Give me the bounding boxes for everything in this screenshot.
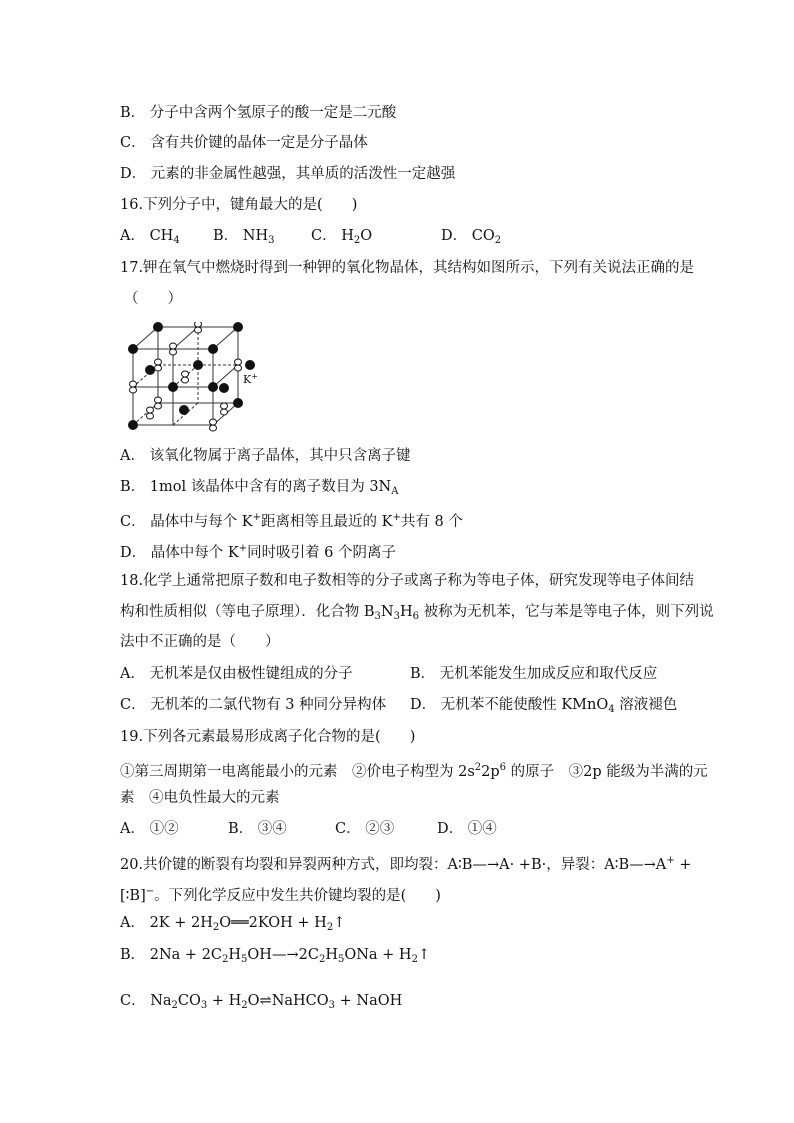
q20-stem-line1: 20.共价键的断裂有均裂和异裂两种方式，即均裂：A∶B—→A· +B·，异裂：A∶B—→A+ + xyxy=(120,855,692,873)
q17-option-b: B． 1mol 该晶体中含有的离子数目为 $3N_A$ xyxy=(120,479,399,497)
q16-option-b: B． $NH_3$ xyxy=(213,228,275,246)
q16-stem: 16.下列分子中，键角最大的是( ) xyxy=(120,197,358,213)
q19-condition-line2: 素 ④电负性最大的元素 xyxy=(120,790,280,806)
q18-option-a: A． 无机苯是仅由极性键组成的分子 xyxy=(120,666,353,682)
q19-option-c: C． ②③ xyxy=(335,821,395,837)
q17-option-c: C． 晶体中与每个 K+距离相等且最近的 K+共有 8 个 xyxy=(120,512,463,530)
q18-option-c: C． 无机苯的二氯代物有 3 种同分异构体 xyxy=(120,697,387,713)
q18-stem-line3: 法中不正确的是（ ） xyxy=(120,634,280,650)
q18-stem-line1: 18.化学上通常把原子数和电子数相等的分子或离子称为等电子体，研究发现等电子体间结 xyxy=(120,573,695,589)
q16-option-c: C． $H_2O$ xyxy=(311,228,373,246)
q17-option-a: A． 该氧化物属于离子晶体，其中只含离子键 xyxy=(120,448,411,464)
q18-option-d: D． 无机苯不能使酸性 KMnO$_4$ 溶液褪色 xyxy=(410,697,678,715)
q20-option-a: A． $2K + 2H_2O══2KOH$ + $H_2↑$ xyxy=(120,915,346,933)
q19-option-b: B． ③④ xyxy=(228,821,287,837)
q20-stem-line2: [∶B]−。下列化学反应中发生共价键均裂的是( ) xyxy=(120,886,441,904)
k-ion-legend-label: K+ xyxy=(243,372,258,386)
q20-option-b: B． $2Na + 2C_2H_5OH—\to 2C_2H_5ONa$ + $H_2↑$ xyxy=(120,947,431,965)
q18-option-b: B． 无机苯能发生加成反应和取代反应 xyxy=(410,666,658,682)
q17-option-d: D． 晶体中每个 K+同时吸引着 6 个阴离子 xyxy=(120,543,397,561)
q16-option-d: D． $CO_2$ xyxy=(441,228,502,246)
q19-option-a: A． ①② xyxy=(120,821,179,837)
q15-option-d: D． 元素的非金属性越强，其单质的活泼性一定越强 xyxy=(120,166,456,182)
q19-condition-line1: ①第三周期第一电离能最小的元素 ②价电子构型为 $2s^22p^6$ 的原子 ③2p 能级为半满的元 xyxy=(120,762,708,780)
q17-stem-line2: （ ） xyxy=(124,291,182,307)
q19-stem: 19.下列各元素最易形成离子化合物的是( ) xyxy=(120,729,416,745)
q16-option-a: A． $CH_4$ xyxy=(120,228,180,246)
q17-stem-line1: 17.钾在氧气中燃烧时得到一种钾的氧化物晶体，其结构如图所示，下列有关说法正确的是 xyxy=(120,260,695,276)
q15-option-b: B． 分子中含两个氢原子的酸一定是二元酸 xyxy=(120,105,397,121)
q19-option-d: D． ①④ xyxy=(437,821,497,837)
q15-option-c: C． 含有共价键的晶体一定是分子晶体 xyxy=(120,135,368,151)
q18-stem-line2: 构和性质相似（等电子原理）．化合物 $B_3N_3H_6$ 被称为无机苯，它与苯是等电子体，则下列说 xyxy=(120,604,714,622)
q20-option-c: C． $Na_2CO_3$ + $H_2O\rightleftharpoons NaHCO_3$ + NaOH xyxy=(120,993,403,1011)
